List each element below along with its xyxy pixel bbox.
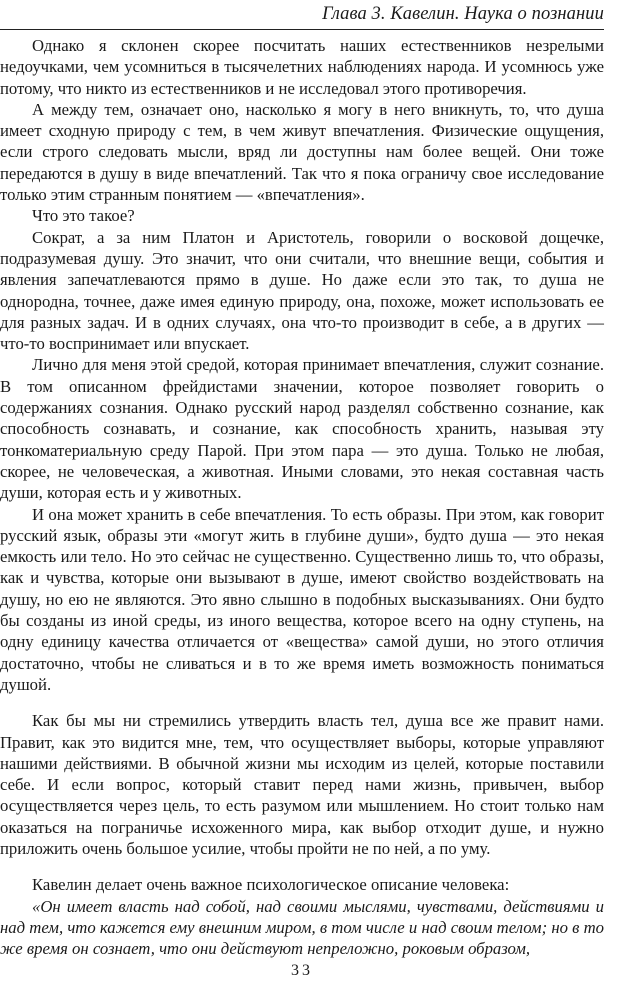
paragraph: Кавелин делает очень важное психологическое описание человека: — [32, 875, 510, 895]
paragraph: Что это такое? — [32, 206, 135, 226]
paragraph: Сократ, а за ним Платон и Аристотель, говорили о восковой дощечке, подразумевая душу. Это значит, что они считали, что внешние вещи, события и явления запечатлеваются прямо в душе. Но даже если это так, то душа не однородна, точнее, даже имея единую природу, она, похоже, может использовать ее для разных задач. И в одних случаях, она что-то производит в себе, а в других — что-то воспринимает или впускает. — [0, 227, 604, 354]
body-text — [0, 35, 604, 959]
paragraph: Как бы мы ни стремились утвердить власть тел, душа все же правит нами. Правит, как это видится мне, тем, что осуществляет выборы, которые управляют нашими действиями. В обычной жизни мы исходим из целей, которые поставили себе. И если вопрос, который ставит перед нами жизнь, привычен, выбор осуществляется через цель, то есть разумом или мышлением. Но стоит только нам оказаться на пограничье исхоженного мира, как выбор отходит душе, и нужно приложить очень большое усилие, чтобы пройти не по ней, а по уму. — [0, 711, 604, 858]
paragraph: Лично для меня этой средой, которая принимает впечатления, служит сознание. В том описанном фрейдистами значении, которое позволяет говорить о содержаниях сознания. Однако русский народ разделял собственно сознание, как способность сознавать, и сознание, как способность хранить, называя эту тонкоматериальную среду Парой. При этом пара — это душа. Только не любая, скорее, не человеческая, а животная. Иными словами, это некая составная часть души, которая есть и у животных. — [0, 355, 604, 503]
paragraph: И она может хранить в себе впечатления. То есть образы. При этом, как говорит русский язык, образы эти «могут жить в глубине души», будто душа — это некая емкость или тело. Но это сейчас не существенно. Существенно лишь то, что образы, как и чувства, которые они вызывают в душе, имеют свойство воздействовать на душу, но ею не являются. Это явно слышно в подобных высказываниях. Они будто бы созданы из иной среды, из иного вещества, которое всего на одну ступень, на одну единицу качества отличается от «вещества» самой души, но этого отличия достаточно, чтобы не сливаться и в то же время иметь возможность пониматься душой. — [0, 504, 604, 694]
header-rule — [0, 29, 604, 30]
paragraph: Однако я склонен скорее посчитать наших естественников незрелыми недоучками, чем усомниться в тысячелетних наблюдениях народа. И усомнюсь уже потому, что никто из естественников и не исследовал этого противоречия. — [0, 36, 604, 98]
running-head: Глава 3. Кавелин. Наука о познании — [322, 4, 604, 24]
paragraph: А между тем, означает оно, насколько я могу в него вникнуть, то, что душа имеет сходную природу с тем, в чем живут впечатления. Физические ощущения, если строго следовать мысли, вряд ли доступны нам более вещей. Они тоже передаются в душу в виде впечатлений. Так что я пока ограничу свое исследование только этим странным понятием — «впечатления». — [0, 99, 604, 205]
quote-paragraph: «Он имеет власть над собой, над своими мыслями, чувствами, действиями и над тем, что кажется ему внешним миром, в том числе и над своим телом; но в то же время он сознает, что они действуют непреложно, роковым образом, — [0, 896, 604, 959]
page-number: 33 — [291, 962, 313, 979]
